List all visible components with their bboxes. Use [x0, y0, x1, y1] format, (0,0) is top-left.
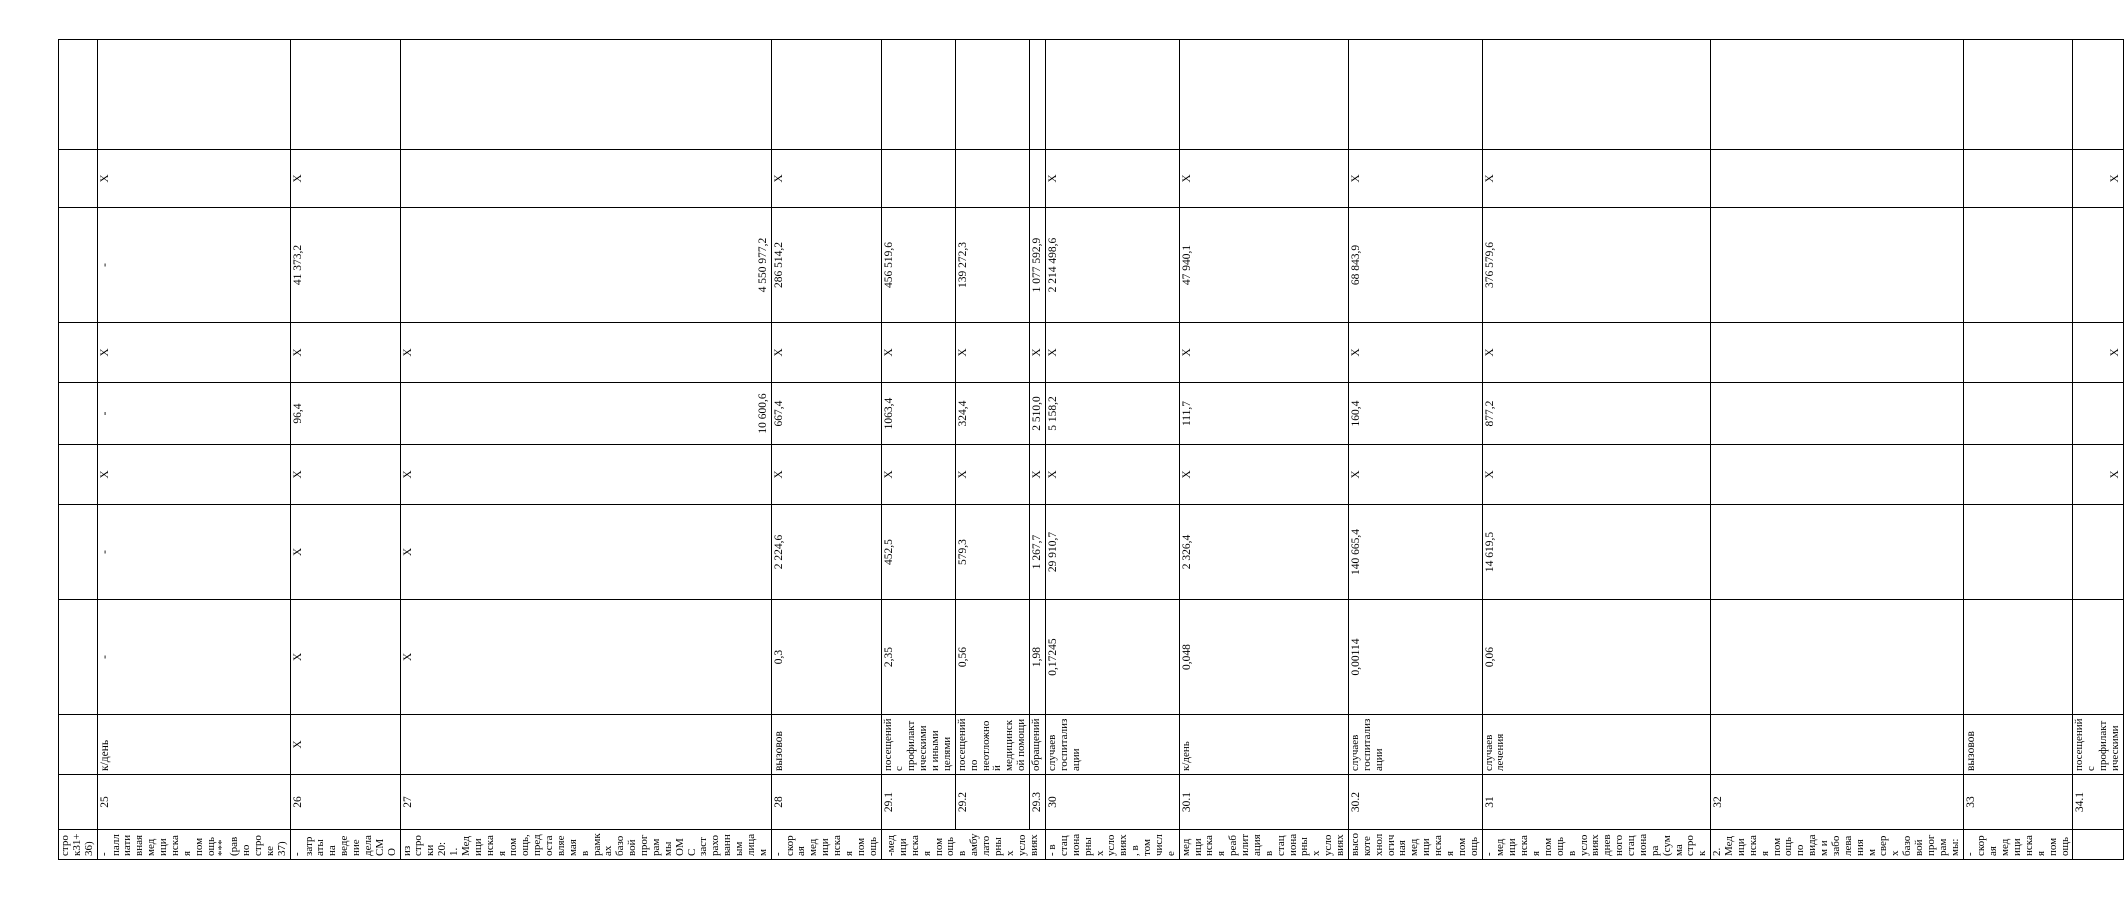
unit: случаев госпитализации [1348, 715, 1482, 775]
per-capita: 111,7 [1179, 383, 1348, 445]
total: - [97, 208, 290, 323]
x-mark: Х [290, 323, 400, 383]
cost-per-unit: 579,3 [955, 505, 1029, 600]
cost-per-unit: Х [290, 505, 400, 600]
per-capita: - [97, 383, 290, 445]
x-mark: Х [955, 323, 1029, 383]
table-row [1963, 40, 2073, 860]
cost-per-unit: 452,5 [881, 505, 955, 600]
cell-empty [97, 40, 290, 150]
total: 456 519,6 [881, 208, 955, 323]
cell-empty [400, 715, 771, 775]
unit: посещений по неотложной медицинской помощи [955, 715, 1029, 775]
cost-per-unit: Х [400, 505, 771, 600]
cell-empty [1030, 150, 1046, 208]
cost-per-unit: 140 665,4 [1348, 505, 1482, 600]
norm: 0,06 [1482, 600, 1711, 715]
row-number: 27 [400, 775, 771, 830]
cost-per-unit: 2 224,6 [771, 505, 881, 600]
x-mark: Х [1179, 323, 1348, 383]
x-mark: Х [2073, 445, 2124, 505]
cell-empty [1179, 40, 1348, 150]
x-mark: Х [400, 445, 771, 505]
cell-empty [59, 208, 98, 323]
cell-empty [1963, 600, 2073, 715]
x-mark: Х [1179, 445, 1348, 505]
x-mark: Х [400, 323, 771, 383]
unit: вызовов [1963, 715, 2073, 775]
norm: Х [400, 600, 771, 715]
total: 47 940,1 [1179, 208, 1348, 323]
cell-empty [1963, 383, 2073, 445]
x-mark: Х [1030, 323, 1046, 383]
cell-empty [59, 150, 98, 208]
cell-empty [1963, 40, 2073, 150]
cell-empty [881, 150, 955, 208]
table-row [400, 40, 771, 860]
row-name: - в стационарных условиях, в том числе [1046, 830, 1180, 860]
cell-empty [1711, 445, 1963, 505]
norm: 1,98 [1030, 600, 1046, 715]
budget-table [58, 39, 2124, 860]
cell-empty [290, 40, 400, 150]
cell-empty [1046, 40, 1180, 150]
x-mark: Х [1482, 150, 1711, 208]
total: 41 373,2 [290, 208, 400, 323]
table-row [97, 40, 290, 860]
table-row [1046, 40, 1180, 860]
total: 2 214 498,6 [1046, 208, 1180, 323]
unit: посещений с профилактическими [2073, 715, 2124, 775]
cell-empty [2073, 40, 2124, 150]
table-row [1348, 40, 1482, 860]
cell-empty [2073, 383, 2124, 445]
row-name: высокотехнологичная медицинская помощь [1348, 830, 1482, 860]
cell-empty [59, 445, 98, 505]
unit: обращений [1030, 715, 1046, 775]
x-mark: Х [955, 445, 1029, 505]
per-capita: 1063,4 [881, 383, 955, 445]
norm: 2,35 [881, 600, 955, 715]
norm: 0,048 [1179, 600, 1348, 715]
x-mark: Х [771, 445, 881, 505]
cell-empty [1963, 150, 2073, 208]
cell-empty [1030, 40, 1046, 150]
norm: 0,17245 [1046, 600, 1180, 715]
per-capita: 667,4 [771, 383, 881, 445]
cell-empty [1711, 505, 1963, 600]
cell-empty [1963, 445, 2073, 505]
cost-per-unit: 2 326,4 [1179, 505, 1348, 600]
cell-empty [1711, 715, 1963, 775]
unit: вызовов [771, 715, 881, 775]
x-mark: Х [881, 323, 955, 383]
row-name: - скорая медицинская помощь [771, 830, 881, 860]
cell-empty [59, 600, 98, 715]
cell-empty [400, 150, 771, 208]
row-number: 30 [1046, 775, 1180, 830]
cost-per-unit: - [97, 505, 290, 600]
cell-empty [1963, 208, 2073, 323]
cell-empty [2073, 208, 2124, 323]
x-mark: Х [2073, 323, 2124, 383]
row-number: 28 [771, 775, 881, 830]
table-row [881, 40, 955, 860]
norm: - [97, 600, 290, 715]
table-row [1179, 40, 1348, 860]
x-mark: Х [771, 323, 881, 383]
per-capita: 2 510,0 [1030, 383, 1046, 445]
cost-per-unit: 14 619,5 [1482, 505, 1711, 600]
cell-empty [1963, 323, 2073, 383]
row-number: 30.2 [1348, 775, 1482, 830]
table-row [59, 40, 98, 860]
x-mark: Х [97, 150, 290, 208]
cell-empty [1711, 150, 1963, 208]
row-number: 29.1 [881, 775, 955, 830]
unit: к/день [97, 715, 290, 775]
row-number: 32 [1711, 775, 1963, 830]
total: 68 843,9 [1348, 208, 1482, 323]
row-name: - паллиативная медицинская помощь***(равно строке 37) [97, 830, 290, 860]
x-mark: Х [1046, 445, 1180, 505]
row-name: медицинская реабилитация в стационарных условиях [1179, 830, 1348, 860]
row-number: 34.1 [2073, 775, 2124, 830]
table-row [1482, 40, 1711, 860]
cell-empty [2073, 600, 2124, 715]
row-number: 25 [97, 775, 290, 830]
cell-empty [1711, 323, 1963, 383]
total: 139 272,3 [955, 208, 1029, 323]
row-name: - затраты на ведение дела СМО [290, 830, 400, 860]
x-mark: Х [2073, 150, 2124, 208]
row-number: 30.1 [1179, 775, 1348, 830]
table-row [1030, 40, 1046, 860]
cell-empty [59, 715, 98, 775]
x-mark: Х [1482, 323, 1711, 383]
row-number: 26 [290, 775, 400, 830]
row-number: 29.2 [955, 775, 1029, 830]
norm: 0,00114 [1348, 600, 1482, 715]
x-mark: Х [1046, 323, 1180, 383]
x-mark: Х [771, 150, 881, 208]
rotated-page [58, 40, 2122, 860]
cell-empty [1963, 505, 2073, 600]
total: 4 550 977,2 [400, 208, 771, 323]
row-number: 31 [1482, 775, 1711, 830]
unit: случаев госпитализации [1046, 715, 1180, 775]
cell-empty [59, 40, 98, 150]
cell-empty [881, 40, 955, 150]
per-capita: 160,4 [1348, 383, 1482, 445]
x-mark: Х [97, 445, 290, 505]
cell-empty [1482, 40, 1711, 150]
cell-empty [955, 150, 1029, 208]
per-capita: 5 158,2 [1046, 383, 1180, 445]
row-name: строк31+36) [59, 830, 98, 860]
cell-empty [955, 40, 1029, 150]
x-mark: Х [1348, 150, 1482, 208]
norm: 0,3 [771, 600, 881, 715]
table-row [1711, 40, 1963, 860]
norm: Х [290, 600, 400, 715]
row-name: - медицинская помощь в условиях дневного стационара (сумма строк [1482, 830, 1711, 860]
row-name: 2. Медицинская помощь по видам и заболеваниям сверх базовой программы: [1711, 830, 1963, 860]
per-capita: 10 600,6 [400, 383, 771, 445]
cost-per-unit: 1 267,7 [1030, 505, 1046, 600]
cell-empty [400, 40, 771, 150]
row-name: из строки 20: 1. Медицинская помощь, предоставляемая в рамках базовой программы ОМС застрахованным лицам [400, 830, 771, 860]
cell-empty [1711, 208, 1963, 323]
cost-per-unit: 29 910,7 [1046, 505, 1180, 600]
x-mark: Х [1030, 445, 1046, 505]
total: 376 579,6 [1482, 208, 1711, 323]
x-mark: Х [290, 445, 400, 505]
total: 286 514,2 [771, 208, 881, 323]
unit: посещений с профилактическими и иными целями [881, 715, 955, 775]
cell-empty [59, 383, 98, 445]
unit: случаев лечения [1482, 715, 1711, 775]
x-mark: Х [1482, 445, 1711, 505]
row-name: -медицинская помощь в амбулаторных условиях [881, 830, 1046, 860]
table-row [771, 40, 881, 860]
x-mark: Х [1046, 150, 1180, 208]
x-mark: Х [1348, 445, 1482, 505]
row-number: 33 [1963, 775, 2073, 830]
total: 1 077 592,9 [1030, 208, 1046, 323]
norm: 0,56 [955, 600, 1029, 715]
per-capita: 324,4 [955, 383, 1029, 445]
cell-empty [59, 505, 98, 600]
per-capita: 877,2 [1482, 383, 1711, 445]
x-mark: Х [881, 445, 955, 505]
row-name: - скорая медицинская помощь [1963, 830, 2073, 860]
x-mark: Х [290, 150, 400, 208]
cell-empty [59, 775, 98, 830]
unit: Х [290, 715, 400, 775]
table-row [2073, 40, 2124, 860]
cell-empty [2073, 830, 2124, 860]
per-capita: 96,4 [290, 383, 400, 445]
cell-empty [2073, 505, 2124, 600]
table-row [955, 40, 1029, 860]
x-mark: Х [1348, 323, 1482, 383]
cell-empty [1711, 600, 1963, 715]
cell-empty [771, 40, 881, 150]
cell-empty [1348, 40, 1482, 150]
x-mark: Х [1179, 150, 1348, 208]
row-number: 29.3 [1030, 775, 1046, 830]
cell-empty [1711, 383, 1963, 445]
unit: к/день [1179, 715, 1348, 775]
x-mark: Х [97, 323, 290, 383]
table-row [290, 40, 400, 860]
cell-empty [1711, 40, 1963, 150]
cell-empty [59, 323, 98, 383]
